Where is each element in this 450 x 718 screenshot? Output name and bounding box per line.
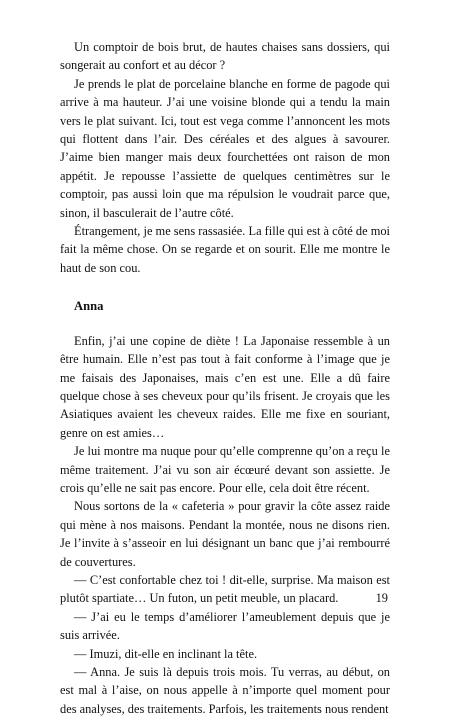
paragraph: Étrangement, je me sens rassasiée. La fille qui est à côté de moi fait la même chose. On se regarde et on sourit. Elle me montre le haut de son cou. (60, 224, 390, 275)
paragraph: Enfin, j’ai une copine de diète ! La Japonaise ressemble à un être humain. Elle n’est pas tout à fait conforme à l’image que je me faisais des Japonaises, mais c’en est une. Elle a dû faire quelque chose à ses cheveux pour qu’ils frisent. Je croyais que les Asiatiques avaient les cheveux raides. Elle me fixe en souriant, genre on est amies… (60, 333, 390, 440)
paragraph: Je prends le plat de porcelaine blanche en forme de pagode qui arrive à ma hauteur. J’ai une voisine blonde qui a tendu la main vers le plat suivant. Ici, tout est vega comme l’annoncent les mots qui flottent dans l’air. Des céréales et des algues à savourer. J’aime bien manger mais deux fourchettées ont raison de mon appétit. Je repousse l’assiette de quelques centimètres sur le comptoir, pas aussi loin que ma répulsion le voudrait parce que, sinon, il basculerait de l’autre côté. (60, 76, 390, 220)
dialogue-line: — J’ai eu le temps d’améliorer l’ameublement depuis que je suis arrivée. (60, 609, 390, 643)
paragraph: Un comptoir de bois brut, de hautes chaises sans dossiers, qui songerait au confort et au décor ? (60, 40, 390, 73)
dialogue-line: — C’est confortable chez toi ! dit-elle, surprise. Ma maison est plutôt spartiate… Un futon, un petit meuble, un placard. (60, 572, 390, 606)
page-number: 19 (375, 591, 388, 605)
dialogue-line: — Anna. Je suis là depuis trois mois. Tu verras, au début, on est mal à l’aise, on nous appelle à n’importe quel moment pour des analyses, des traitements. Parfois, les traitements nous rendent (60, 665, 390, 716)
section-heading: Anna (74, 299, 104, 314)
page-body (60, 38, 390, 718)
paragraph: Nous sortons de la « cafeteria » pour gravir la côte assez raide qui mène à nos maisons. Pendant la montée, nous ne disons rien. Je l’invite à s’asseoir en lui désignant un banc que j’ai rembourré de couvertures. (60, 499, 390, 569)
dialogue-line: — Imuzi, dit-elle en inclinant la tête. (74, 646, 258, 661)
paragraph: Je lui montre ma nuque pour qu’elle comprenne qu’on a reçu le même traitement. J’ai vu son air écœuré devant son assiette. Je crois qu’elle ne sait pas encore. Pour elle, cela doit être récent. (60, 444, 390, 495)
